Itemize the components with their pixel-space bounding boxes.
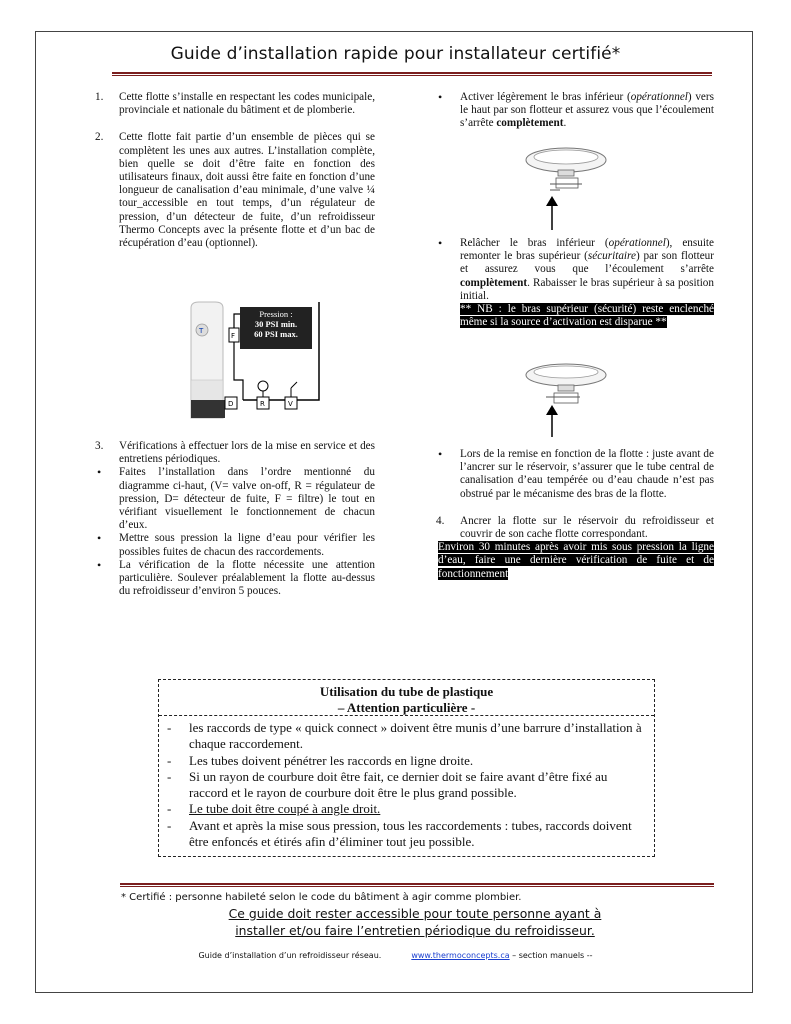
pressure-min: 30 PSI min. [254,319,298,329]
step-number: 2. [95,131,104,144]
left-column [95,91,375,264]
dash: - [167,817,172,833]
footnote: * Certifié : personne habileté selon le code du bâtiment à agir comme plombier. [121,892,522,903]
guide-note-line-1: Ce guide doit rester accessible pour toute personne ayant à [228,906,602,921]
step-number: 1. [95,91,104,103]
dash: - [167,801,172,817]
right-column-lower [436,448,714,581]
guide-note-line-2: installer et/ou faire l’entretien périodique du refroidisseur. [235,922,595,938]
float-figure-1 [520,140,612,230]
cooler-logo: T [199,327,204,335]
final-text: Environ 30 minutes après avoir mis sous pression la ligne d’eau, faire une dernière vérification de fuite et de fonctionnement [438,541,714,580]
step-number: 3. [95,440,104,452]
list-item-text: les raccords de type « quick connect » doivent être munis d’une barrure d’installation à chaque raccordement. [189,720,642,752]
text-bold: complètement [496,117,564,130]
text: ) vers le haut par son flotteur et assurez vous que l’écoulement s’arrête [460,91,714,130]
right-column [436,91,714,131]
nb-note [436,303,714,329]
footer-suffix: – section manuels -- [509,951,593,960]
guide-note [0,906,791,939]
check-bullet-2: • Mettre sous pression la ligne d’eau pour vérifier les possibles fuites de chacun des raccordements. [95,532,375,558]
nb-text: ** NB : le bras supérieur (sécurité) reste enclenché même si la source d’activation est disparue ** [460,303,714,329]
list-item [167,720,647,753]
text-italic: opérationnel [608,237,666,249]
text: ), ensuite remonter le bras supérieur ( [460,237,715,263]
box-heading [159,684,654,716]
website-link[interactable]: www.thermoconcepts.ca [411,951,510,960]
check-bullet-1: • Faites l’installation dans l’ordre mentionné du diagramme ci-haut, (V= valve on-off, R = régulateur de pression, D= détecteur de fuite, F = filtre) le tout en vérifiant visuellement le fonctionnement de chacun d’eux. [95,466,375,532]
dash: - [167,720,172,735]
pressure-label: Pression : [259,309,293,319]
step-4 [436,515,714,541]
box-separator [159,715,654,716]
footer-text: Guide d’installation d’un refroidisseur réseau. [198,951,382,960]
step-2 [95,131,375,250]
text: Relâcher le bras inférieur ( [460,237,609,249]
dash: - [167,768,172,784]
step-number: 4. [436,514,445,527]
list-item [167,769,647,802]
list-item-text: Le tube doit être coupé à angle droit. [189,801,381,817]
list-item [167,753,647,769]
plastic-tube-box [158,679,655,857]
float-bullet-2 [436,237,714,303]
step-1 [95,91,375,117]
float-bullet-1 [436,91,714,131]
detector-label: D [228,400,234,408]
box-heading-line-2: – Attention particulière - [337,700,476,715]
step-3 [95,440,375,466]
list-item-text: Si un rayon de courbure doit être fait, ce dernier doit se faire avant d’être fixé au raccord et le rayon de courbure doit être le plus grand possible. [189,768,608,801]
box-heading-line-1: Utilisation du tube de plastique [319,684,494,699]
step-text: Cette flotte s’installe en respectant les codes municipale, provinciale et nationale du bâtiment et de plomberie. [119,91,375,117]
valve-label: V [288,400,293,408]
text: ) par son flotteur et assurez vous que l’écoulement s’arrête [460,250,714,276]
regulator-label: R [260,400,265,408]
step-text: Vérifications à effectuer lors de la mise en service et des entretiens périodiques. [119,440,375,466]
pressure-max: 60 PSI max. [254,329,298,339]
list-item [167,801,647,817]
text: Activer légèrement le bras inférieur ( [460,91,631,103]
list-item [167,818,647,851]
footer-rule [120,883,714,887]
step-text: Ancrer la flotte sur le réservoir du refroidisseur et couvrir de son cache flotte correspondant. [460,514,714,541]
text: . [563,117,567,130]
step-text: Cette flotte fait partie d’un ensemble de pièces qui se complètent les unes aux autres. L’installation complète, bien quelle se doit d’être faite en fonction des utilisateurs finaux, doit aussi être faite en fonction d’une longueur de canalisation d’eau minimale, d’une valve ¼ tour_accessible en tout temps, d’un régulateur de pression, d’un détecteur de fuite, d’un refroidisseur Thermo Concepts avec la présente flotte et d’un bac de récupération d’eau (optionnel). [119,131,375,250]
check-bullet-3: • La vérification de la flotte nécessite une attention particulière. Soulever préalablement la flotte au-dessus du refroidisseur d’environ 5 pouces. [95,559,375,599]
page-footer [0,951,791,960]
list-item-text: Avant et après la mise sous pression, tous les raccordements : tubes, raccords doivent être enfoncés et étirés afin d’éliminer tout jeu possible. [189,817,632,850]
title-rule [112,72,712,76]
page-title: Guide d’installation rapide pour installateur certifié* [170,44,621,64]
final-note [438,541,714,581]
left-column-lower [95,440,375,598]
float-figure-2 [520,357,612,437]
text-italic: opérationnel [630,91,688,103]
float-bullet-3: • Lors de la remise en fonction de la flotte : juste avant de l’ancrer sur le réservoir, s’assurer que le tube central de canalisation d’eau tempérée ou d’eau chaude n’est pas obstrué par le mécanisme des bras de la flotte. [436,448,714,501]
text-bold: complètement [460,276,528,289]
right-column-middle [436,237,714,329]
filter-label: F [231,332,236,340]
text: . Rabaisser le bras supérieur à sa position initial. [460,276,714,302]
dash: - [167,752,172,768]
box-list [167,720,647,850]
list-item-text: Les tubes doivent pénétrer les raccords en ligne droite. [189,752,474,768]
text-italic: sécuritaire [587,250,636,263]
pressure-note [240,307,312,349]
